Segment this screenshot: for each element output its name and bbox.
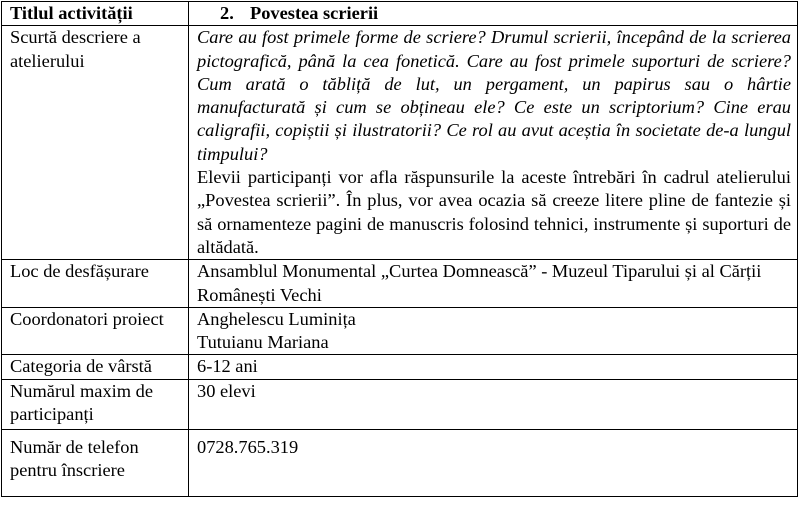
location-value: Ansamblul Monumental „Curtea Domnească” - Muzeul Tiparului și al Cărții Românești Vechi xyxy=(189,260,798,308)
header-row xyxy=(2,2,798,26)
coordinators-row xyxy=(2,307,798,355)
coordinator-name: Anghelescu Luminița xyxy=(197,308,356,329)
coordinators-cell xyxy=(189,307,798,355)
location-label: Loc de desfășurare xyxy=(2,260,189,308)
age-value: 6-12 ani xyxy=(189,355,798,379)
phone-label: Număr de telefon pentru înscriere xyxy=(2,429,189,496)
phone-value: 0728.765.319 xyxy=(189,429,798,496)
header-label: Titlul activității xyxy=(2,2,189,26)
phone-row xyxy=(2,429,798,496)
activity-table xyxy=(1,1,798,497)
activity-title-text: Povestea scrierii xyxy=(250,3,379,23)
description-row xyxy=(2,26,798,260)
description-cell xyxy=(189,26,798,260)
description-label: Scurtă descriere a atelierului xyxy=(2,26,189,260)
age-label: Categoria de vârstă xyxy=(2,355,189,379)
age-row xyxy=(2,355,798,379)
participants-value: 30 elevi xyxy=(189,379,798,429)
activity-number: 2. xyxy=(220,3,234,23)
location-row xyxy=(2,260,798,308)
activity-title xyxy=(189,2,798,26)
coordinators-label: Coordonatori proiect xyxy=(2,307,189,355)
description-questions: Care au fost primele forme de scriere? Drumul scrierii, începând de la scrierea pictografică, până la cea fonetică. Care au fost primele suporturi de scriere? Cum arată o tăbliță de lut, un pergament, un papirus sau o hârtie manufacturată și cum se obțineau ele? Ce este un scriptorium? Cine erau caligrafii, copiștii și ilustratorii? Ce rol au avut aceștia în societate de-a lungul timpului? xyxy=(197,27,791,164)
description-text: Elevii participanți vor afla răspunsurile la aceste întrebări în cadrul atelierului „Povestea scrierii”. În plus, vor avea ocazia să creeze litere pline de fantezie și să ornamenteze pagini de manuscris folosind tehnici, instrumente și suporturi de altădată. xyxy=(197,167,791,257)
coordinator-name: Tutuianu Mariana xyxy=(197,332,329,353)
participants-row xyxy=(2,379,798,429)
participants-label: Numărul maxim de participanți xyxy=(2,379,189,429)
